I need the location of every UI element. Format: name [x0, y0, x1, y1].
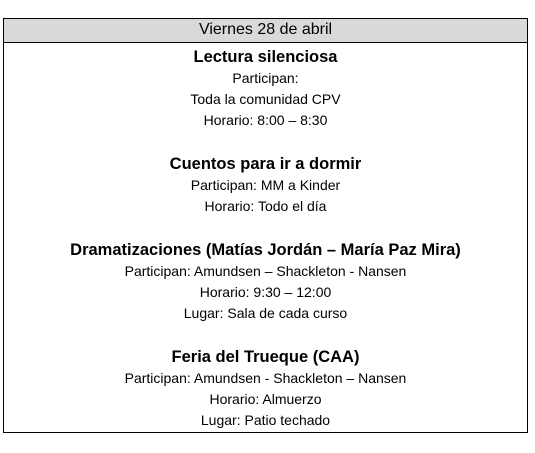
event-schedule: Horario: 9:30 – 12:00	[199, 284, 332, 300]
event-cuentos-para-ir-a-dormir	[4, 153, 527, 217]
event-dramatizaciones	[4, 239, 527, 324]
event-participants: Participan: Amundsen - Shackleton – Nansen	[124, 370, 407, 386]
date-header-text: Viernes 28 de abril	[198, 21, 333, 38]
events-list	[4, 43, 527, 431]
event-lectura-silenciosa	[4, 46, 527, 131]
event-title: Cuentos para ir a dormir	[169, 155, 362, 173]
event-feria-del-trueque	[4, 346, 527, 431]
event-title: Dramatizaciones (Matías Jordán – María Paz Mira)	[70, 241, 461, 259]
event-location: Lugar: Sala de cada curso	[183, 305, 348, 321]
event-schedule: Horario: Todo el día	[204, 198, 327, 214]
event-participants: Participan: MM a Kinder	[190, 177, 341, 193]
event-title: Feria del Trueque (CAA)	[171, 348, 360, 366]
date-header	[4, 19, 527, 43]
event-location: Lugar: Patio techado	[200, 412, 331, 428]
event-schedule: Horario: 8:00 – 8:30	[203, 112, 328, 128]
event-participants: Participan: Amundsen – Shackleton - Nansen	[124, 263, 407, 279]
event-title: Lectura silenciosa	[193, 48, 338, 66]
schedule-table	[3, 18, 528, 433]
event-participants-label: Participan:	[232, 70, 299, 86]
event-schedule: Horario: Almuerzo	[209, 391, 322, 407]
event-participants-value: Toda la comunidad CPV	[190, 91, 341, 107]
